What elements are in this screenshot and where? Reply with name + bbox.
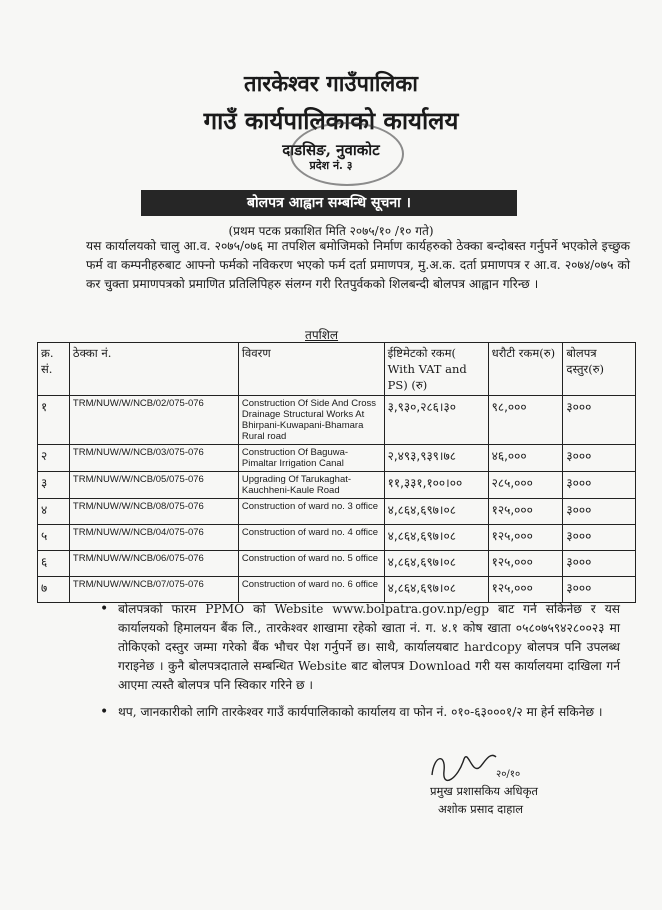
- cell-deposit: १२५,०००: [488, 551, 563, 577]
- cell-estimate: २,४९३,९३९।७८: [384, 445, 488, 472]
- intro-paragraph: यस कार्यालयको चालु आ.व. २०७५/०७६ मा तपशिल बमोजिमको निर्माण कार्यहरुको ठेक्का बन्दोबस्त गर्नुपर्ने भएकोले इच्छुक फर्म वा कम्पनीहरुबाट आफ्नो फर्मको नविकरण भएको फर्म दर्ता प्रमाणपत्र, मु.अ.क. दर्ता प्रमाणपत्र र आ.व. २०७४/०७५ को कर चुक्ता प्रमाणपत्रको प्रमाणित प्रतिलिपिहरु संलग्न गरी रितपुर्वकको शिलबन्दी बोलपत्र आह्वान गरिन्छ ।: [86, 239, 630, 291]
- cell-description: Upgrading Of Tarukaghat-Kauchheni-Kaule Road: [238, 472, 384, 499]
- cell-fee: ३०००: [563, 525, 636, 551]
- publication-date: (प्रथम पटक प्रकाशित मिति २०७५/१० /१० गते): [228, 224, 434, 238]
- signatory-name: अशोक प्रसाद दाहाल: [438, 802, 524, 816]
- cell-contract-no: TRM/NUW/W/NCB/07/075-076: [69, 577, 238, 603]
- cell-fee: ३०००: [563, 445, 636, 472]
- signatory-title: प्रमुख प्रशासकिय अधिकृत: [430, 784, 538, 798]
- cell-deposit: २८५,०००: [488, 472, 563, 499]
- cell-sn: ५: [38, 525, 70, 551]
- notice-title: बोलपत्र आह्वान सम्बन्धि सूचना ।: [239, 195, 419, 211]
- cell-contract-no: TRM/NUW/W/NCB/04/075-076: [69, 525, 238, 551]
- cell-sn: ७: [38, 577, 70, 603]
- cell-estimate: ४,८६४,६९७।०८: [384, 525, 488, 551]
- table-row: [38, 525, 636, 551]
- cell-description: Construction Of Side And Cross Drainage Structural Works At Bhirpani-Kuwapani-Bhamara Rural road: [238, 396, 384, 445]
- table-row: [38, 551, 636, 577]
- cell-description: Construction of ward no. 6 office: [238, 577, 384, 603]
- cell-fee: ३०००: [563, 551, 636, 577]
- cell-contract-no: TRM/NUW/W/NCB/03/075-076: [69, 445, 238, 472]
- cell-deposit: १२५,०००: [488, 577, 563, 603]
- cell-contract-no: TRM/NUW/W/NCB/08/075-076: [69, 499, 238, 525]
- cell-contract-no: TRM/NUW/W/NCB/06/075-076: [69, 551, 238, 577]
- cell-deposit: ४६,०००: [488, 445, 563, 472]
- cell-estimate: ४,८६४,६९७।०८: [384, 577, 488, 603]
- cell-estimate: ४,८६४,६९७।०८: [384, 499, 488, 525]
- office-seal-stamp: [290, 122, 404, 186]
- note-item: • थप, जानकारीको लागि तारकेश्वर गाउँ कार्यपालिकाको कार्यालय वा फोन नं. ०१०-६३०००१/२ मा हेर्न सकिनेछ ।: [100, 703, 620, 722]
- notice-banner: [141, 190, 517, 216]
- table-row: [38, 472, 636, 499]
- cell-estimate: ४,८६४,६९७।०८: [384, 551, 488, 577]
- table-row: [38, 396, 636, 445]
- cell-deposit: ९८,०००: [488, 396, 563, 445]
- table-row: [38, 499, 636, 525]
- municipality-name: तारकेश्वर गाउँपालिका: [244, 71, 418, 97]
- header-sn: क्र. सं.: [38, 343, 70, 396]
- cell-fee: ३०००: [563, 472, 636, 499]
- header-contract-no: ठेक्का नं.: [69, 343, 238, 396]
- signature-date: २०/१०: [496, 769, 521, 780]
- cell-contract-no: TRM/NUW/W/NCB/05/075-076: [69, 472, 238, 499]
- cell-sn: २: [38, 445, 70, 472]
- tender-table: [37, 342, 636, 603]
- cell-estimate: ११,३३१,१००।००: [384, 472, 488, 499]
- cell-contract-no: TRM/NUW/W/NCB/02/075-076: [69, 396, 238, 445]
- header-deposit: धरौटी रकम(रु): [488, 343, 563, 396]
- cell-description: Construction of ward no. 3 office: [238, 499, 384, 525]
- cell-description: Construction of ward no. 4 office: [238, 525, 384, 551]
- header-estimate: ईष्टिमेटको रकम( With VAT and PS) (रु): [384, 343, 488, 396]
- cell-fee: ३०००: [563, 577, 636, 603]
- cell-fee: ३०००: [563, 499, 636, 525]
- note-item: • बोलपत्रको फारम PPMO को Website www.bolpatra.gov.np/egp बाट गर्न सकिनेछ र यस कार्यालयको हिमालयन बैंक लि., तारकेश्वर शाखामा रहेको खाता नं. ग. ४.१ कोष खाता ०५८०७५९४२८००२३ मा तोकिएको दस्तुर जम्मा गरेको बैंक भौचर पेश गर्नुपर्ने छ। साथै, कार्यालयबाट hardcopy बोलपत्र पनि उपलब्ध गराइनेछ । कुनै बोलपत्रदाताले सम्बन्धित Website बाट बोलपत्र Download गरी यस कार्यालयमा दाखिला गर्न आएमा त्यस्तै बोलपत्र पनि स्विकार गरिने छ ।: [100, 600, 620, 695]
- cell-description: Construction of ward no. 5 office: [238, 551, 384, 577]
- cell-fee: ३०००: [563, 396, 636, 445]
- table-caption: तपशिल: [305, 328, 339, 342]
- cell-deposit: १२५,०००: [488, 525, 563, 551]
- table-row: [38, 445, 636, 472]
- header-fee: बोलपत्र दस्तुर(रु): [563, 343, 636, 396]
- table-row: [38, 577, 636, 603]
- office-name: गाउँ कार्यपालिकाको कार्यालय: [203, 106, 459, 135]
- office-location: दाडसिङ, नुवाकोट: [282, 141, 380, 159]
- table-header-row: [38, 343, 636, 396]
- cell-estimate: ३,९३०,२८६।३०: [384, 396, 488, 445]
- notes-list: [100, 600, 620, 722]
- cell-deposit: १२५,०००: [488, 499, 563, 525]
- cell-sn: ३: [38, 472, 70, 499]
- header-description: विवरण: [238, 343, 384, 396]
- cell-sn: ४: [38, 499, 70, 525]
- province: प्रदेश नं. ३: [309, 159, 353, 172]
- cell-description: Construction Of Baguwa-Pimaltar Irrigation Canal: [238, 445, 384, 472]
- cell-sn: १: [38, 396, 70, 445]
- cell-sn: ६: [38, 551, 70, 577]
